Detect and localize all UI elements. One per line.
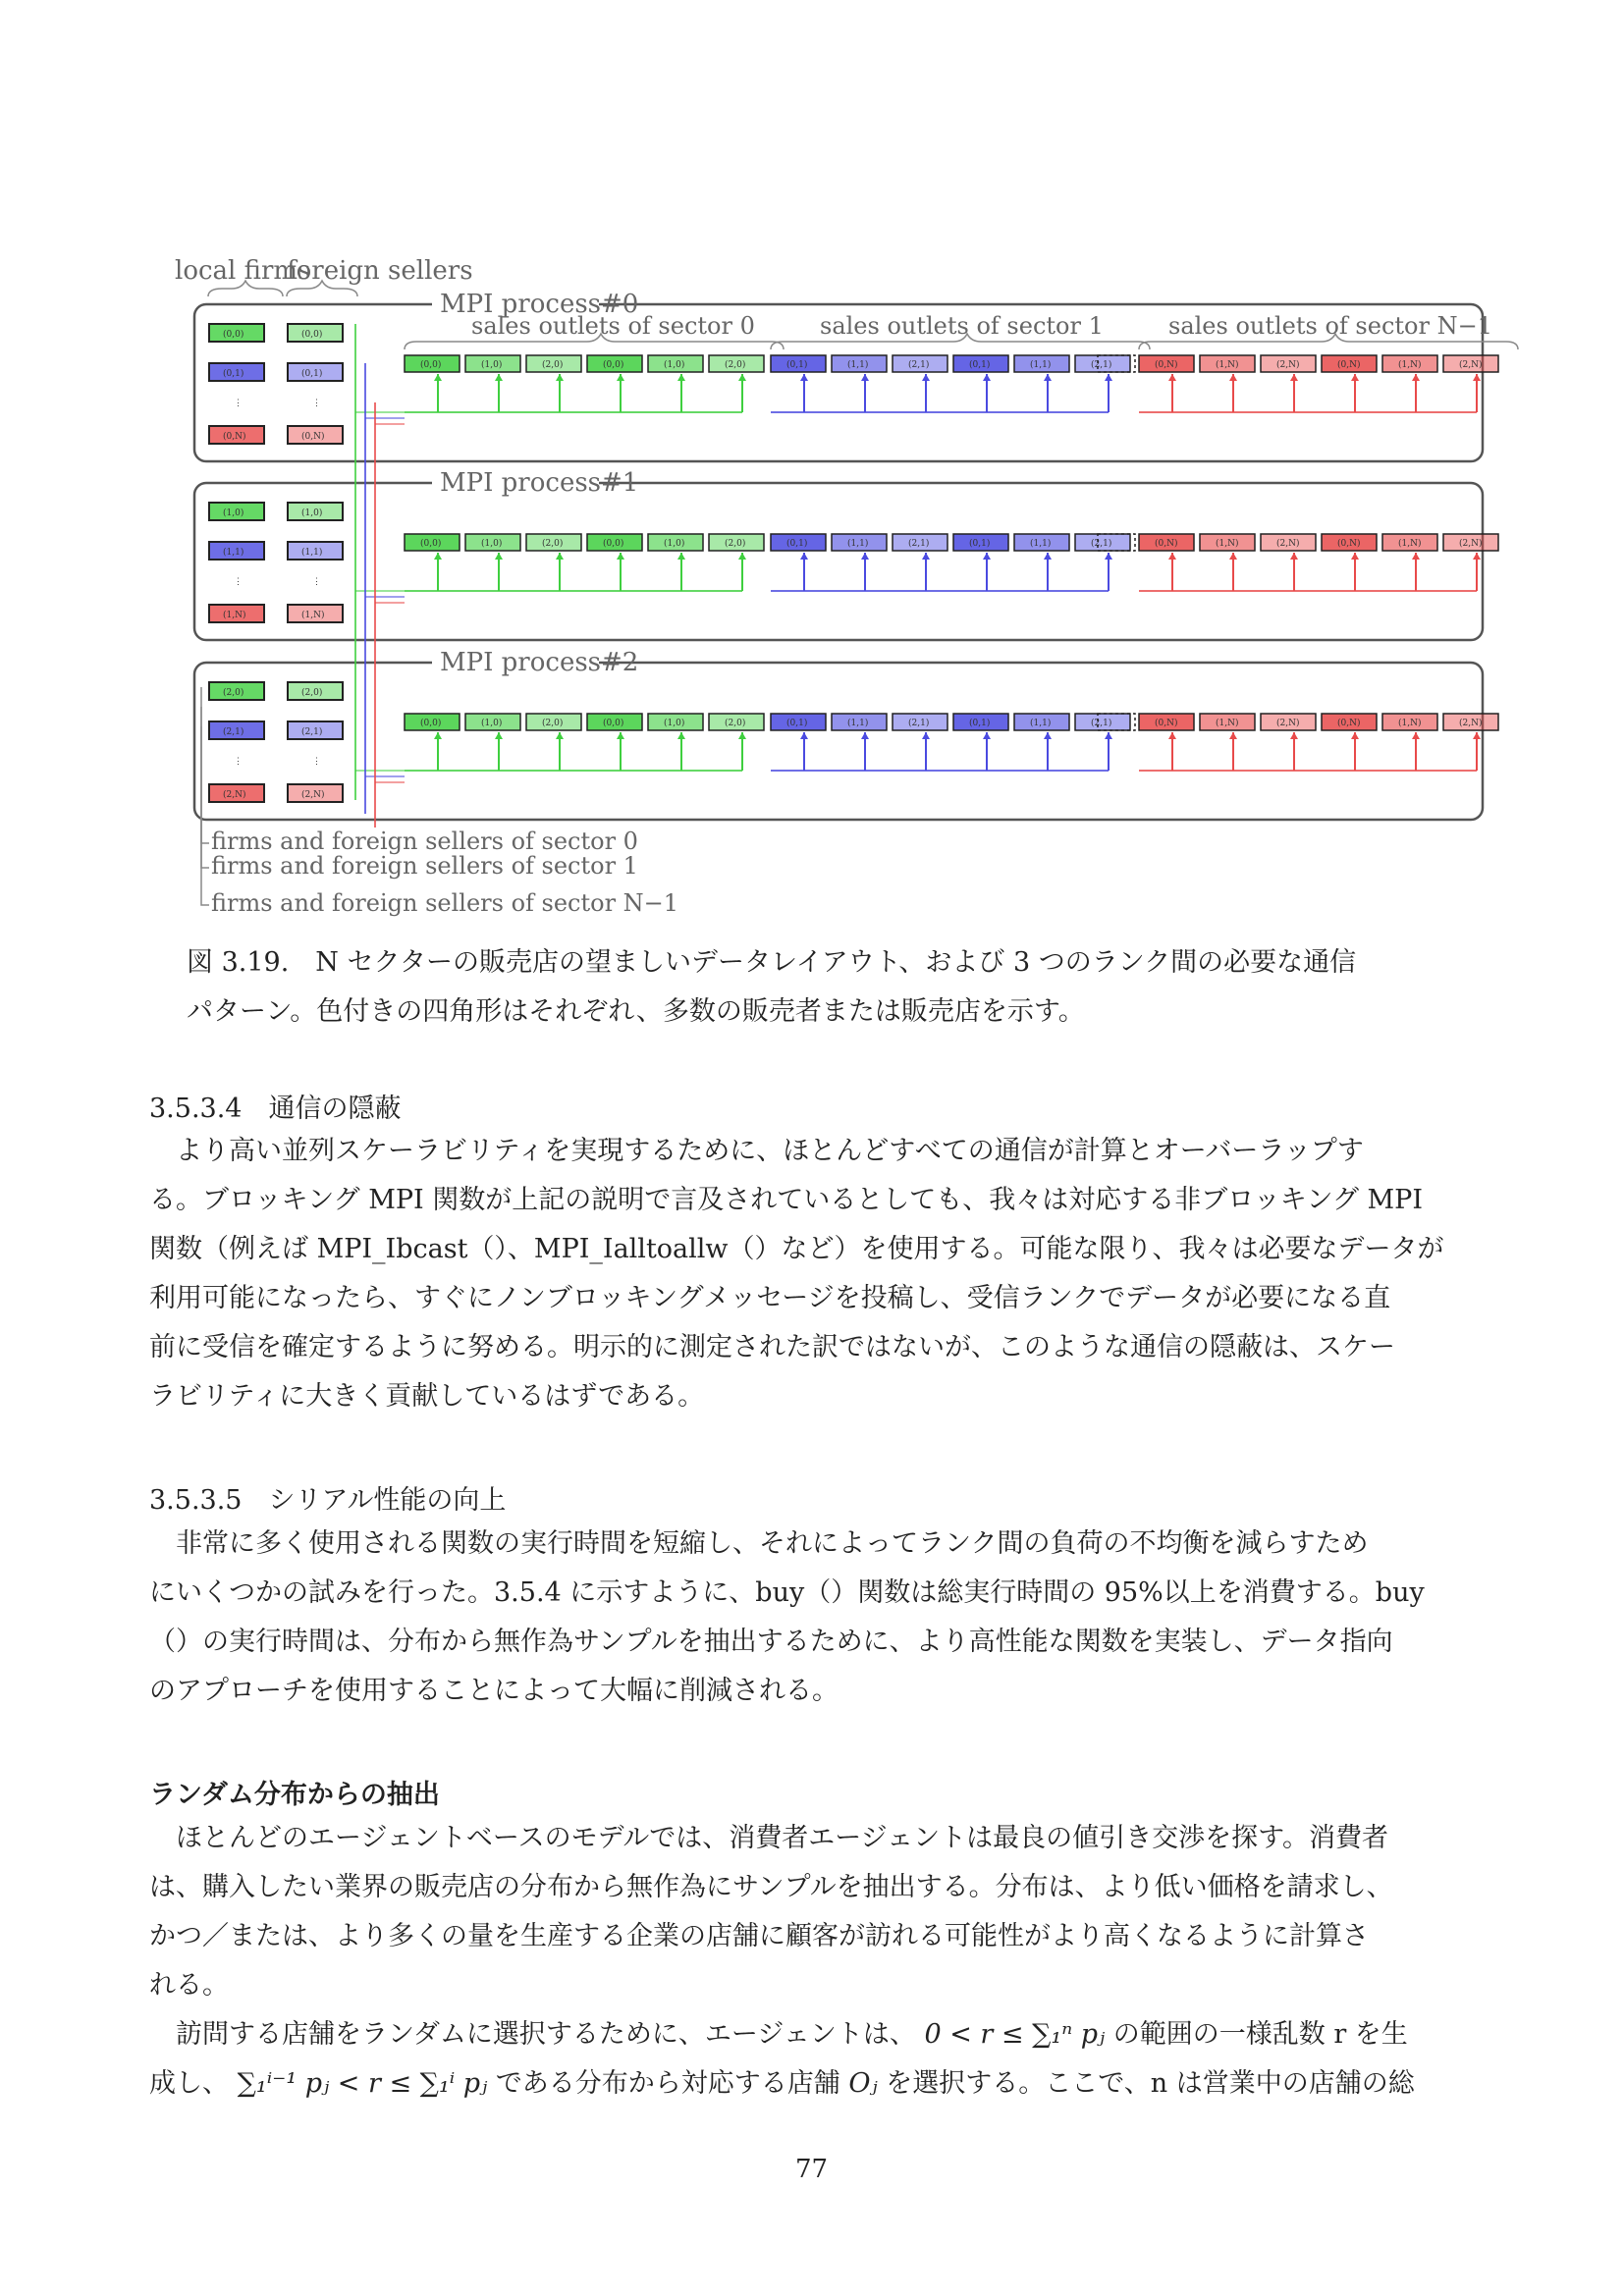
outlet-label: (2,0) [542, 719, 564, 728]
outlet-label: (2,0) [725, 719, 746, 728]
foreign-seller-label: (1,1) [301, 548, 323, 558]
legend-label-1: firms and foreign sellers of sector 1 [211, 852, 638, 880]
foreign-seller-label: (1,0) [301, 508, 323, 518]
outlet-label: (2,1) [1091, 360, 1112, 370]
section-3-5-3-5-body [149, 1520, 1485, 1716]
process-frame-2 [194, 663, 1483, 820]
arrow-head [1351, 553, 1359, 560]
label-foreign-sellers: foreign sellers [287, 256, 473, 286]
arrow-head [617, 374, 624, 381]
outlet-label: (1,0) [664, 719, 685, 728]
arrow-head [1412, 374, 1420, 381]
arrow-head [1351, 732, 1359, 739]
arrow-head [983, 732, 991, 739]
outlet-label: (0,0) [603, 360, 624, 370]
outlet-label: (2,1) [908, 539, 930, 549]
outlet-label: (2,0) [542, 360, 564, 370]
section-heading-3-5-3-4: 3.5.3.4 通信の隠蔽 [149, 1094, 402, 1124]
local-firm-label: (0,0) [223, 330, 244, 340]
arrow-head [1351, 374, 1359, 381]
process-title-1: MPI process#1 [440, 468, 639, 498]
outlet-label: (1,N) [1216, 360, 1239, 370]
vertical-ellipsis: ⋮ [312, 757, 321, 767]
arrow-head [434, 732, 442, 739]
local-firm-label: (1,N) [223, 611, 246, 620]
local-firm-label: (1,0) [223, 508, 244, 518]
outlet-label: (0,N) [1155, 719, 1178, 728]
arrow-head [861, 374, 869, 381]
outlet-label: (2,1) [908, 719, 930, 728]
outlet-label: (0,N) [1155, 539, 1178, 549]
body-line: 利用可能になったら、すぐにノンブロッキングメッセージを投稿し、受信ランクでデータが必要になる直 [149, 1283, 1391, 1313]
arrow-head [800, 553, 808, 560]
outlet-label: (1,0) [481, 719, 503, 728]
arrow-head [922, 732, 930, 739]
section-3-5-3-4-body [149, 1127, 1485, 1421]
arrow-head [617, 732, 624, 739]
vertical-ellipsis: ⋮ [234, 577, 243, 587]
arrow-head [556, 732, 564, 739]
outlet-label: (1,1) [847, 539, 869, 549]
local-firm-label: (1,1) [223, 548, 244, 558]
outlet-label: (2,N) [1276, 719, 1300, 728]
outlet-label: (0,N) [1337, 539, 1361, 549]
foreign-seller-label: (0,0) [301, 330, 323, 340]
arrow-head [556, 374, 564, 381]
body-line: にいくつかの試みを行った。3.5.4 に示すように、buy（）関数は総実行時間の 95%以上を消費する。buy [149, 1577, 1425, 1608]
outlet-label: (0,1) [969, 539, 991, 549]
outlet-label: (1,N) [1216, 719, 1239, 728]
local-firm-label: (0,N) [223, 432, 246, 442]
math-inline: Oⱼ [848, 2068, 878, 2099]
body-line: は、購入したい業界の販売店の分布から無作為にサンプルを抽出する。分布は、より低い価格を請求し、 [149, 1872, 1393, 1902]
body-line: れる。 [149, 1970, 229, 2001]
foreign-seller-label: (2,0) [301, 688, 323, 698]
text: 訪問する店舗をランダムに選択するために、エージェントは、 [149, 2019, 916, 2050]
arrow-head [861, 732, 869, 739]
arrow-head [677, 732, 685, 739]
arrow-head [1473, 553, 1481, 560]
local-firm-label: (2,N) [223, 790, 246, 800]
arrow-head [1290, 553, 1298, 560]
legend-label-0: firms and foreign sellers of sector 0 [211, 828, 638, 855]
outlet-label: (2,1) [1091, 719, 1112, 728]
arrow-head [1290, 732, 1298, 739]
text: を選択する。ここで、n は営業中の店舗の総 [886, 2068, 1415, 2099]
outlet-label: (1,0) [664, 360, 685, 370]
outlet-label: (0,0) [603, 719, 624, 728]
body-line: 関数（例えば MPI_Ibcast（）、MPI_Ialltoallw（）など）を使用する。可能な限り、我々は必要なデータが [149, 1234, 1444, 1264]
outlet-label: (1,N) [1398, 539, 1422, 549]
arrow-head [556, 553, 564, 560]
local-firm-label: (2,0) [223, 688, 244, 698]
legend-bracket [201, 726, 209, 905]
outlet-label: (0,0) [420, 539, 442, 549]
sector-title-1: sales outlets of sector 1 [820, 312, 1104, 340]
outlet-label: (1,1) [847, 719, 869, 728]
arrow-head [1473, 732, 1481, 739]
foreign-seller-label: (0,N) [301, 432, 325, 442]
outlet-label: (1,1) [1030, 539, 1052, 549]
outlet-label: (0,1) [786, 539, 808, 549]
math-inline: ∑₁ⁱ⁻¹ pⱼ < r ≤ ∑₁ⁱ pⱼ [237, 2068, 488, 2099]
outlet-label: (2,N) [1459, 719, 1483, 728]
body-line: かつ／または、より多くの量を生産する企業の店舗に顧客が訪れる可能性がより高くなるように計算さ [149, 1921, 1369, 1951]
outlet-label: (1,1) [1030, 360, 1052, 370]
outlet-label: (1,1) [1030, 719, 1052, 728]
arrow-head [1105, 374, 1112, 381]
body-line: より高い並列スケーラビリティを実現するために、ほとんどすべての通信が計算とオーバーラップす [149, 1136, 1364, 1166]
arrow-head [738, 374, 746, 381]
text: である分布から対応する店舗 [495, 2068, 840, 2099]
outlet-label: (1,0) [481, 360, 503, 370]
outlet-label: (0,1) [786, 719, 808, 728]
arrow-head [617, 553, 624, 560]
process-title-0: MPI process#0 [440, 290, 639, 319]
outlet-label: (0,0) [420, 360, 442, 370]
foreign-seller-label: (2,1) [301, 727, 323, 737]
arrow-head [677, 374, 685, 381]
arrow-head [1229, 553, 1237, 560]
outlet-label: (0,1) [786, 360, 808, 370]
sector-title-0: sales outlets of sector 0 [471, 312, 755, 340]
outlet-label: (2,N) [1276, 360, 1300, 370]
vertical-ellipsis: ⋮ [234, 399, 243, 408]
local-firm-label: (0,1) [223, 369, 244, 379]
outlet-label: (0,1) [969, 360, 991, 370]
outlet-label: (0,N) [1337, 719, 1361, 728]
legend-label-2: firms and foreign sellers of sector N−1 [211, 889, 679, 917]
body-line: る。ブロッキング MPI 関数が上記の説明で言及されているとしても、我々は対応する非ブロッキング MPI [149, 1185, 1424, 1215]
figure-caption-line-2: パターン。色付きの四角形はそれぞれ、多数の販売者または販売店を示す。 [187, 996, 1085, 1027]
body-line: のアプローチを使用することによって大幅に削減される。 [149, 1676, 839, 1706]
body-line: 前に受信を確定するように努める。明示的に測定された訳ではないが、このような通信の隠蔽は、スケー [149, 1332, 1395, 1362]
outlet-label: (2,0) [542, 539, 564, 549]
arrow-head [1229, 374, 1237, 381]
arrow-head [983, 553, 991, 560]
data-layout-figure [0, 0, 1624, 942]
body-line: ほとんどのエージェントベースのモデルでは、消費者エージェントは最良の値引き交渉を探す。消費者 [149, 1823, 1388, 1853]
random-distribution-body [149, 1814, 1485, 2109]
arrow-head [738, 553, 746, 560]
text: 成し、 [149, 2068, 229, 2099]
outlet-label: (1,N) [1398, 360, 1422, 370]
foreign-seller-label: (0,1) [301, 369, 323, 379]
body-line-with-math [149, 2010, 1485, 2059]
outlet-label: (1,1) [847, 360, 869, 370]
arrow-head [1473, 374, 1481, 381]
outlet-label: (2,1) [908, 360, 930, 370]
outlet-label: (2,1) [1091, 539, 1112, 549]
outlet-label: (1,0) [664, 539, 685, 549]
arrow-head [738, 732, 746, 739]
math-inline: 0 < r ≤ ∑₁ⁿ pⱼ [924, 2019, 1106, 2050]
text: の範囲の一様乱数 r を生 [1112, 2019, 1408, 2050]
arrow-head [495, 553, 503, 560]
outlet-label: (2,N) [1459, 539, 1483, 549]
arrow-head [922, 553, 930, 560]
outlet-label: (0,0) [420, 719, 442, 728]
arrow-head [800, 732, 808, 739]
vertical-ellipsis: ⋮ [234, 757, 243, 767]
arrow-head [1168, 374, 1176, 381]
arrow-head [983, 374, 991, 381]
outlet-label: (1,N) [1216, 539, 1239, 549]
outlet-label: (0,N) [1337, 360, 1361, 370]
arrow-head [1229, 732, 1237, 739]
body-line: ラビリティに大きく貢献しているはずである。 [149, 1381, 705, 1412]
outlet-label: (0,0) [603, 539, 624, 549]
figure-caption-line-1: 図 3.19. N セクターの販売店の望ましいデータレイアウト、および 3 つのランク間の必要な通信 [187, 947, 1357, 978]
arrow-head [800, 374, 808, 381]
vertical-ellipsis: ⋮ [312, 399, 321, 408]
outlet-label: (1,0) [481, 539, 503, 549]
arrow-head [677, 553, 685, 560]
arrow-head [495, 374, 503, 381]
arrow-head [922, 374, 930, 381]
vertical-ellipsis: ⋮ [312, 577, 321, 587]
arrow-head [1412, 553, 1420, 560]
outlet-label: (2,0) [725, 360, 746, 370]
body-line: （）の実行時間は、分布から無作為サンプルを抽出するために、より高性能な関数を実装し、データ指向 [149, 1627, 1393, 1657]
label-local-firms: local firms [175, 256, 311, 286]
arrow-head [861, 553, 869, 560]
outlet-label: (0,N) [1155, 360, 1178, 370]
arrow-head [1044, 553, 1052, 560]
arrow-head [1105, 732, 1112, 739]
arrow-head [1412, 732, 1420, 739]
arrow-head [1168, 732, 1176, 739]
outlet-label: (0,1) [969, 719, 991, 728]
sector-title-2: sales outlets of sector N−1 [1168, 312, 1492, 340]
outlet-label: (1,N) [1398, 719, 1422, 728]
page-number: 77 [795, 2155, 829, 2184]
foreign-seller-label: (1,N) [301, 611, 325, 620]
process-frame-1 [194, 483, 1483, 640]
body-line: 非常に多く使用される関数の実行時間を短縮し、それによってランク間の負荷の不均衡を減らすため [149, 1528, 1369, 1559]
section-heading-random-distribution: ランダム分布からの抽出 [149, 1780, 440, 1810]
local-firm-label: (2,1) [223, 727, 244, 737]
arrow-head [1168, 553, 1176, 560]
arrow-head [1044, 374, 1052, 381]
outlet-label: (2,N) [1276, 539, 1300, 549]
arrow-head [1105, 553, 1112, 560]
arrow-head [1044, 732, 1052, 739]
arrow-head [434, 374, 442, 381]
arrow-head [434, 553, 442, 560]
outlet-label: (2,0) [725, 539, 746, 549]
process-title-2: MPI process#2 [440, 648, 639, 677]
section-heading-3-5-3-5: 3.5.3.5 シリアル性能の向上 [149, 1485, 507, 1516]
body-line-with-math [149, 2059, 1485, 2109]
foreign-seller-label: (2,N) [301, 790, 325, 800]
arrow-head [495, 732, 503, 739]
arrow-head [1290, 374, 1298, 381]
outlet-label: (2,N) [1459, 360, 1483, 370]
